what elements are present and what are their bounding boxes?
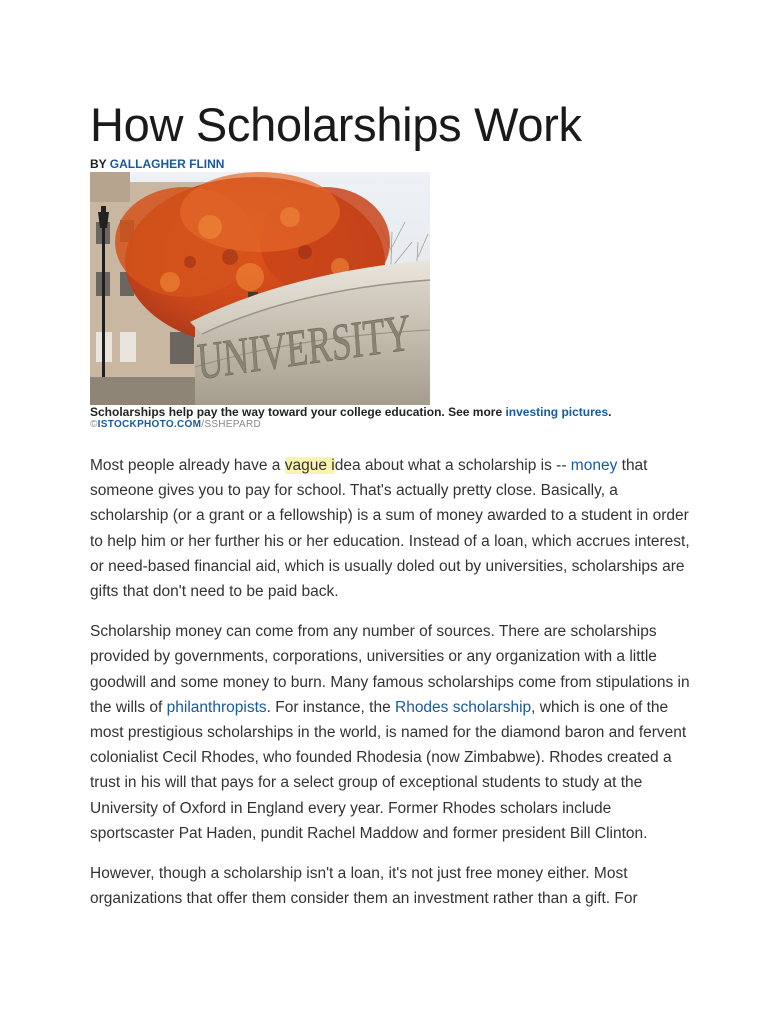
p1-highlight: vague i [284,457,335,474]
article-title: How Scholarships Work [90,98,582,151]
p2-text-a: Scholarship money can come from any number of sources. There are scholarships provided by governments, corporations, universities or any organization with a little goodwill and some money to burn. Many famous scholarships come from stipulations in the wills of [90,623,690,716]
investing-pictures-link[interactable]: investing pictures [505,405,609,419]
author-link[interactable]: GALLAGHER FLINN [109,157,225,171]
p1-text-c: that someone gives you to pay for school. That's actually pretty close. Basically, a scholarship (or a grant or a fellowship) is a sum of money awarded to a student in order to help him or her further his or her education. Instead of a loan, which accrues interest, or need-based financial aid, which is usually doled out by universities, scholarships are gifts that don't need to be paid back. [90,457,690,601]
byline-prefix: BY [90,157,110,171]
p1-text-a: Most people already have a [90,457,285,474]
p1-text-b: dea about what a scholarship is -- [334,457,571,474]
article-photo [90,172,509,405]
credit-link[interactable]: ISTOCKPHOTO.COM [97,419,202,430]
byline [90,156,690,172]
paragraph-2 [90,619,690,846]
article [90,96,690,911]
photo-caption [90,405,690,419]
rhodes-scholarship-link[interactable]: Rhodes scholarship [395,698,532,716]
paragraph-1 [90,453,690,604]
p2-text-b: . For instance, the [266,698,395,716]
photo-engraving: UNIVERSITY [195,290,509,392]
philanthropists-link[interactable]: philanthropists [166,698,267,716]
credit-prefix: © [90,419,98,430]
paragraph-3 [90,861,690,911]
caption-text: Scholarships help pay the way toward your college education. See more [90,405,506,419]
caption-end: . [608,405,612,419]
photo-credit [90,419,690,431]
p2-text-c: , which is one of the most prestigious scholarships in the world, is named for the diamond baron and fervent colonialist Cecil Rhodes, who founded Rhodesia (now Zimbabwe). Rhodes created a trust in his will that pays for a select group of exceptional students to study at the University of Oxford in England every year. Former Rhodes scholars include sportscaster Pat Haden, pundit Rachel Maddow and former president Bill Clinton. [90,698,687,842]
p3-text-a: However, though a scholarship isn't a loan, it's not just free money either. Most organizations that offer them consider them an investment rather than a gift. For [90,865,638,908]
money-link[interactable]: money [570,457,618,474]
credit-suffix: /SSHEPARD [201,419,262,430]
